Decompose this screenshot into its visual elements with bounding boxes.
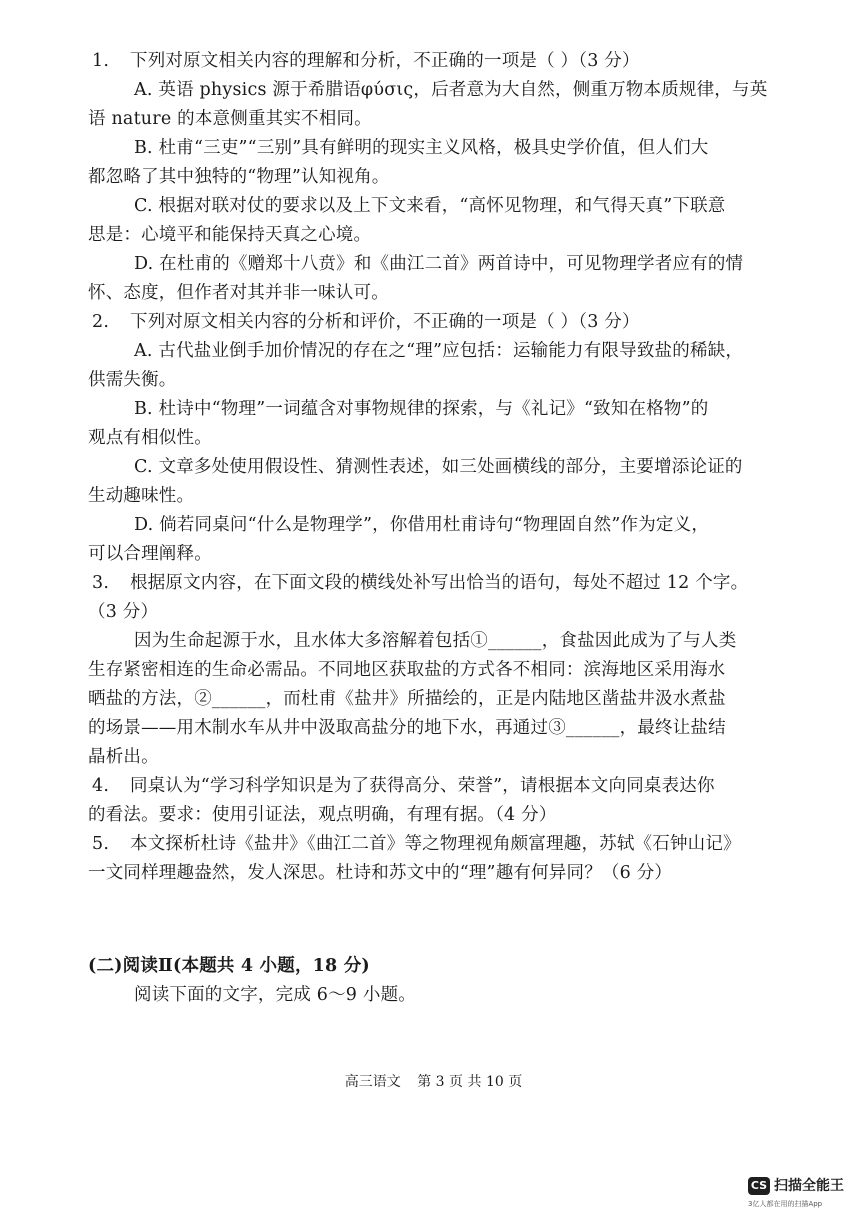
option-c-line: 思是：心境平和能保持天真之心境。 <box>88 225 372 245</box>
question-1-stem <box>88 47 808 76</box>
watermark-brand: 扫描全能王 <box>774 1178 844 1194</box>
section-title: (二)阅读Ⅱ(本题共 4 小题，18 分) <box>88 956 370 976</box>
option-d-line: D. 倘若同桌问“什么是物理学”，你借用杜甫诗句“物理固自然”作为定义， <box>134 515 710 535</box>
question-number: 2. <box>92 312 110 332</box>
page-footer <box>0 1073 867 1091</box>
question-5-stem <box>88 830 808 859</box>
question-text: 的看法。要求：使用引证法，观点明确，有理有据。（4 分） <box>88 805 557 825</box>
question-score: （3 分） <box>88 602 159 622</box>
option-c-line: C. 文章多处使用假设性、猜测性表述，如三处画横线的部分，主要增添论证的 <box>134 457 743 477</box>
footer-subject: 高三语文 <box>344 1074 401 1090</box>
option-b-line: 都忽略了其中独特的“物理”认知视角。 <box>88 167 390 187</box>
option-d-line: D. 在杜甫的《赠郑十八贲》和《曲江二首》两首诗中，可见物理学者应有的情 <box>134 254 744 274</box>
option-a-line: 语 nature 的本意侧重其实不相同。 <box>88 109 372 129</box>
passage-line: 的场景——用木制水车从井中汲取高盐分的地下水，再通过③______，最终让盐结 <box>88 718 726 738</box>
question-text: 本文探析杜诗《盐井》《曲江二首》等之物理视角颇富理趣，苏轼《石钟山记》 <box>130 834 741 854</box>
question-text: 下列对原文相关内容的理解和分析，不正确的一项是（ ）（3 分） <box>130 51 640 71</box>
question-number: 5. <box>92 834 110 854</box>
option-a-line: A. 英语 physics 源于希腊语φύσις，后者意为大自然，侧重万物本质规律，与英 <box>134 80 768 100</box>
question-2-stem <box>88 308 808 337</box>
camscanner-logo-icon: CS <box>748 1177 770 1195</box>
question-number: 1. <box>92 51 110 71</box>
footer-page-number: 第 3 页 共 10 页 <box>417 1074 523 1090</box>
question-number: 3. <box>92 573 110 593</box>
option-d-line: 可以合理阐释。 <box>88 544 212 564</box>
question-4-stem <box>88 772 808 801</box>
section-instruction: 阅读下面的文字，完成 6～9 小题。 <box>134 985 416 1005</box>
passage-line: 晶析出。 <box>88 747 159 767</box>
option-c-line: C. 根据对联对仗的要求以及上下文来看，“高怀见物理，和气得天真”下联意 <box>134 196 726 216</box>
question-text: 一文同样理趣盎然，发人深思。杜诗和苏文中的“理”趣有何异同？（6 分） <box>88 863 673 883</box>
option-b-line: 观点有相似性。 <box>88 428 212 448</box>
option-a-line: 供需失衡。 <box>88 370 177 390</box>
question-text: 下列对原文相关内容的分析和评价，不正确的一项是（ ）（3 分） <box>130 312 640 332</box>
question-number: 4. <box>92 776 110 796</box>
option-b-line: B. 杜诗中“物理”一词蕴含对事物规律的探索，与《礼记》“致知在格物”的 <box>134 399 709 419</box>
question-3-stem <box>88 569 808 598</box>
passage-line: 生存紧密相连的生命必需品。不同地区获取盐的方式各不相同：滨海地区采用海水 <box>88 660 726 680</box>
option-c-line: 生动趣味性。 <box>88 486 195 506</box>
option-b-line: B. 杜甫“三吏”“三别”具有鲜明的现实主义风格，极具史学价值，但人们大 <box>134 138 709 158</box>
passage-line: 因为生命起源于水，且水体大多溶解着包括①______，食盐因此成为了与人类 <box>134 631 737 651</box>
question-text: 根据原文内容，在下面文段的横线处补写出恰当的语句，每处不超过 12 个字。 <box>130 573 749 593</box>
watermark-slogan: 3亿人都在用的扫描App <box>748 1200 823 1208</box>
option-d-line: 怀、态度，但作者对其并非一味认可。 <box>88 283 389 303</box>
option-a-line: A. 古代盐业倒手加价情况的存在之“理”应包括：运输能力有限导致盐的稀缺， <box>134 341 744 361</box>
question-list <box>88 47 808 1010</box>
scanner-watermark <box>748 1175 858 1219</box>
question-text: 同桌认为“学习科学知识是为了获得高分、荣誉”，请根据本文向同桌表达你 <box>130 776 715 796</box>
passage-line: 晒盐的方法，②______，而杜甫《盐井》所描绘的，正是内陆地区凿盐井汲水煮盐 <box>88 689 726 709</box>
